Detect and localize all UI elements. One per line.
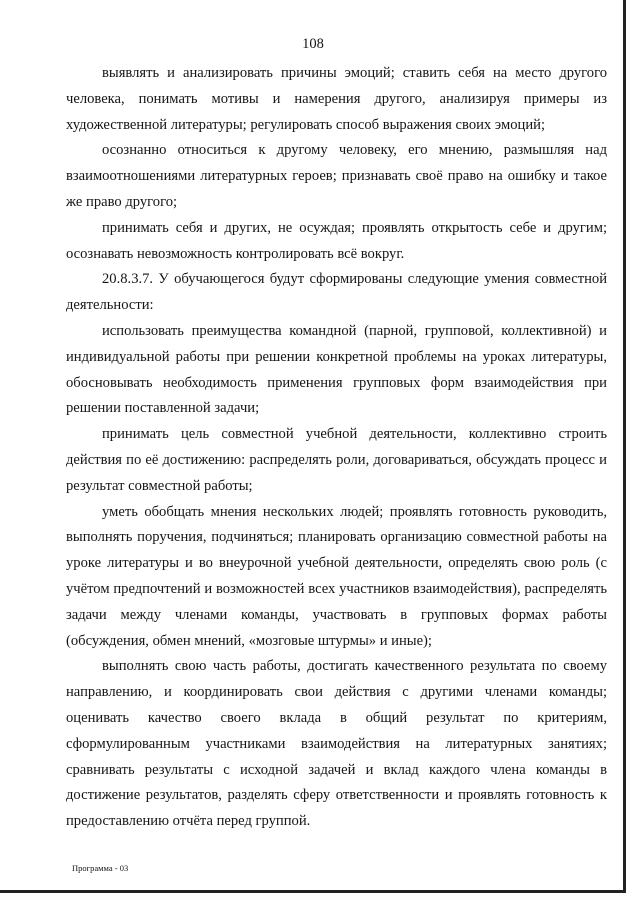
paragraph: выполнять свою часть работы, достигать качественного результата по своему направлению, и координировать свои действия с другими членами команды; оценивать качество своего вклада в общий результат по критериям, сформулированным участниками взаимодействия на литературных занятиях; сравнивать результаты с исходной задачей и вклад каждого члена команды в достижение результатов, разделять сферу ответственности и проявлять готовность к предоставлению отчёта перед группой. bbox=[66, 658, 607, 830]
text-body bbox=[66, 61, 607, 835]
page-number: 108 bbox=[302, 36, 324, 52]
paragraph: осознанно относиться к другому человеку, его мнению, размышляя над взаимоотношениями литературных героев; признавать своё право на ошибку и такое же право другого; bbox=[66, 142, 607, 210]
paragraph: уметь обобщать мнения нескольких людей; проявлять готовность руководить, выполнять поручения, подчиняться; планировать организацию совместной работы на уроке литературы и во внеурочной учебной деятельности, определять свою роль (с учётом предпочтений и возможностей всех участников взаимодействия), распределять задачи между членами команды, участвовать в групповых формах работы (обсуждения, обмен мнений, «мозговые штурмы» и иные); bbox=[66, 503, 607, 649]
paragraph: принимать себя и других, не осуждая; проявлять открытость себе и другим; осознавать невозможность контролировать всё вокруг. bbox=[66, 219, 607, 262]
paragraph: принимать цель совместной учебной деятельности, коллективно строить действия по её достижению: распределять роли, договариваться, обсуждать процесс и результат совместной работы; bbox=[66, 426, 607, 494]
paragraph: выявлять и анализировать причины эмоций; ставить себя на место другого человека, понимать мотивы и намерения другого, анализируя примеры из художественной литературы; регулировать способ выражения своих эмоций; bbox=[66, 65, 607, 133]
paragraph: 20.8.3.7. У обучающегося будут сформированы следующие умения совместной деятельности: bbox=[66, 271, 607, 314]
footer-program-code: Программа - 03 bbox=[72, 863, 129, 873]
paragraph: использовать преимущества командной (парной, групповой, коллективной) и индивидуальной работы при решении конкретной проблемы на уроках литературы, обосновывать необходимость применения групповых форм взаимодействия при решении поставленной задачи; bbox=[66, 322, 607, 417]
